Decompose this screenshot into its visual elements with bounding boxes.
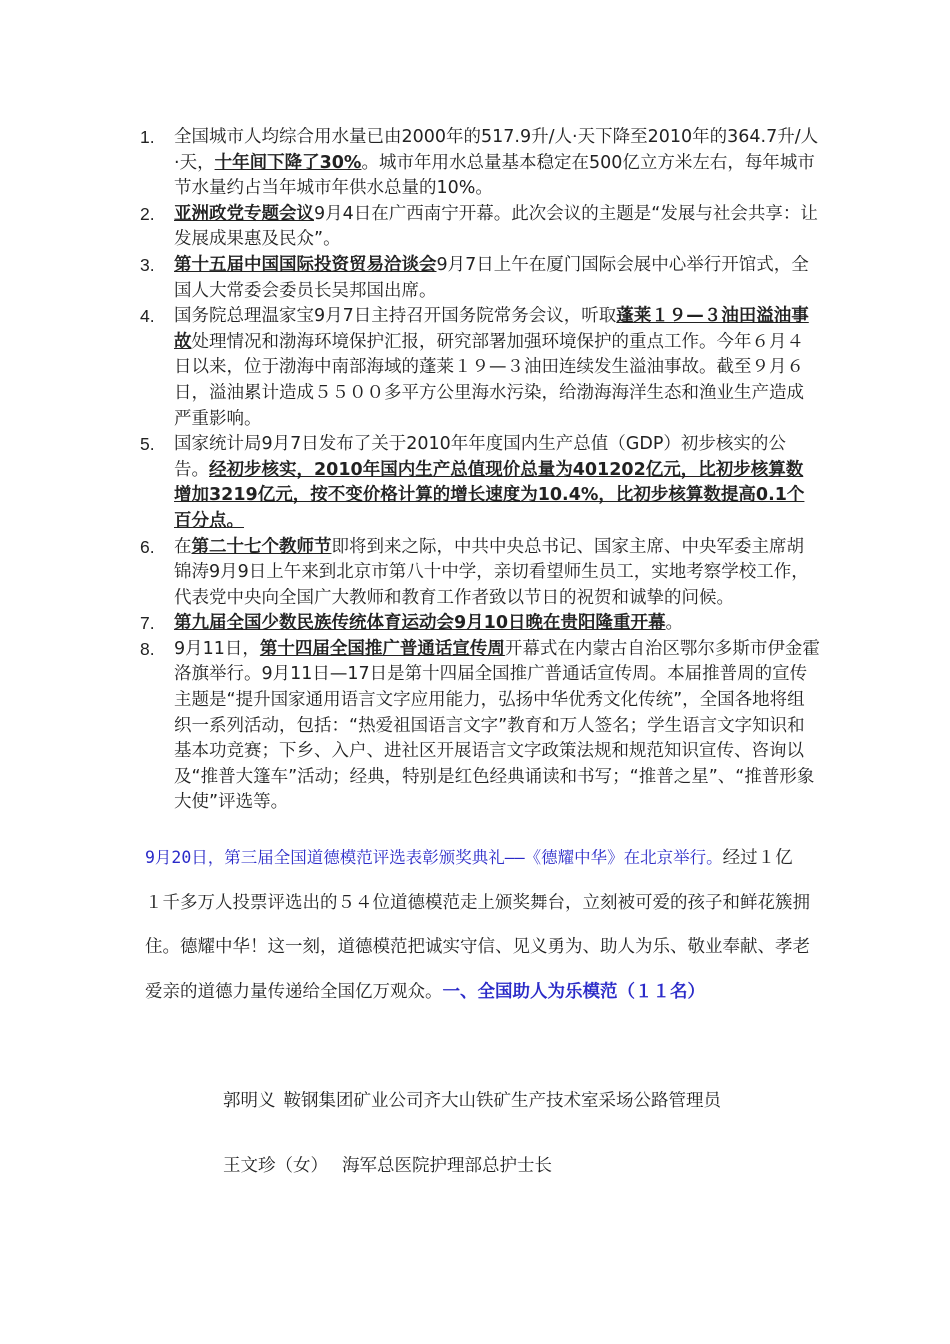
section-heading: 一、全国助人为乐模范（１１名） [442, 981, 705, 1002]
list-item-number: 2. [140, 203, 155, 224]
list-item [140, 637, 820, 816]
item-text: 在 [174, 536, 192, 557]
emphasized-text: 蓬莱１９—３油田溢油事故 [174, 306, 809, 352]
list-item [140, 202, 820, 253]
list-item-number: 7. [140, 613, 155, 634]
honoree-role: 海军总医院护理部总护士长 [342, 1156, 552, 1176]
item-text: 处理情况和渤海环境保护汇报，研究部署加强环境保护的重点工作。今年６月４日以来，位于渤海中南部海域的蓬莱１９—３油田连续发生溢油事故。截至９月６日，溢油累计造成５５００多平方公里海水污染，给渤海海洋生态和渔业生产造成严重影响。 [174, 331, 804, 429]
list-item-number: 3. [140, 254, 155, 275]
list-item [140, 432, 820, 534]
list-item-number: 1. [140, 127, 155, 147]
item-text: 9月11日， [174, 638, 260, 659]
item-text: 。 [665, 613, 684, 634]
list-item [140, 253, 820, 304]
emphasized-text: 经初步核实，2010年国内生产总值现价总量为401202亿元，比初步核算数增加3219亿元，按不变价格计算的增长速度为10.4%，比初步核算数提高0.1个百分点。 [174, 459, 805, 531]
item-text: 国务院总理温家宝9月7日主持召开国务院常务会议，听取 [174, 306, 617, 327]
news-list [140, 125, 820, 816]
item-text: 国家统计局9月7日发布了关于2010年年度国内生产总值（GDP）初步核实的公告。 [174, 434, 786, 480]
list-item-number: 8. [140, 638, 155, 659]
emphasized-text: 十年间下降了30% [214, 152, 362, 173]
honoree-name: 郭明义 [223, 1091, 276, 1111]
item-text: 即将到来之际，中共中央总书记、国家主席、中央军委主席胡锦涛9月9日上午来到北京市第八十中学，亲切看望师生员工，实地考察学校工作，代表党中央向全国广大教师和教育工作者致以节日的祝贺和诚挚的问候。 [174, 536, 809, 608]
list-item [140, 611, 820, 637]
honoree-line [223, 1153, 552, 1179]
paragraph-body: 经过１亿１千多万人投票评选出的５４位道德模范走上颁奖舞台，立刻被可爱的孩子和鲜花簇拥住。德耀中华！这一刻，道德模范把诚实守信、见义勇为、助人为乐、敬业奉献、孝老爱亲的道德力量传递给全国亿万观众。 [145, 848, 810, 1002]
honoree-role: 鞍钢集团矿业公司齐大山铁矿生产技术室采场公路管理员 [283, 1091, 721, 1111]
item-text: 9月7日上午在厦门国际会展中心举行开馆式，全国人大常委会委员长吴邦国出席。 [174, 254, 809, 301]
list-item-number: 5. [140, 434, 155, 455]
paragraph-lead: 9月20日，第三届全国道德模范评选表彰颁奖典礼——《德耀中华》在北京举行。 [145, 848, 723, 867]
honoree-line [223, 1088, 721, 1114]
list-item [140, 535, 820, 612]
item-text: 全国城市人均综合用水量已由2000年的517.9升/人·天下降至2010年的364.7升/人·天， [174, 127, 819, 173]
item-text: 。城市年用水总量基本稳定在500亿立方米左右，每年城市节水量约占当年城市年供水总量的10%。 [174, 152, 815, 199]
emphasized-text: 第十五届中国国际投资贸易洽谈会 [174, 254, 437, 275]
list-item [140, 125, 820, 202]
item-text: 9月4日在广西南宁开幕。此次会议的主题是“发展与社会共享：让发展成果惠及民众”。 [174, 203, 818, 250]
emphasized-text: 第二十七个教师节 [191, 536, 332, 557]
award-paragraph [145, 836, 810, 1014]
honoree-name: 王文珍（女） [223, 1156, 328, 1176]
emphasized-text: 亚洲政党专题会议 [174, 203, 314, 224]
item-text: 开幕式在内蒙古自治区鄂尔多斯市伊金霍洛旗举行。9月11日—17日是第十四届全国推广普通话宣传周。本届推普周的宣传主题是“提升国家通用语言文字应用能力，弘扬中华优秀文化传统”，全国各地将组织一系列活动，包括：“热爱祖国语言文字”教育和万人签名；学生语言文字知识和基本功竞赛；下乡、入户、进社区开展语言文字政策法规和规范知识宣传、咨询以及“推普大篷车”活动；经典，特别是红色经典诵读和书写；“推普之星”、“推普形象大使”评选等。 [174, 638, 820, 813]
list-item-number: 4. [140, 306, 155, 327]
list-item-number: 6. [140, 536, 155, 557]
emphasized-text: 第十四届全国推广普通话宣传周 [259, 638, 505, 659]
list-item [140, 304, 820, 432]
emphasized-text: 第九届全国少数民族传统体育运动会9月10日晚在贵阳隆重开幕 [174, 613, 666, 634]
